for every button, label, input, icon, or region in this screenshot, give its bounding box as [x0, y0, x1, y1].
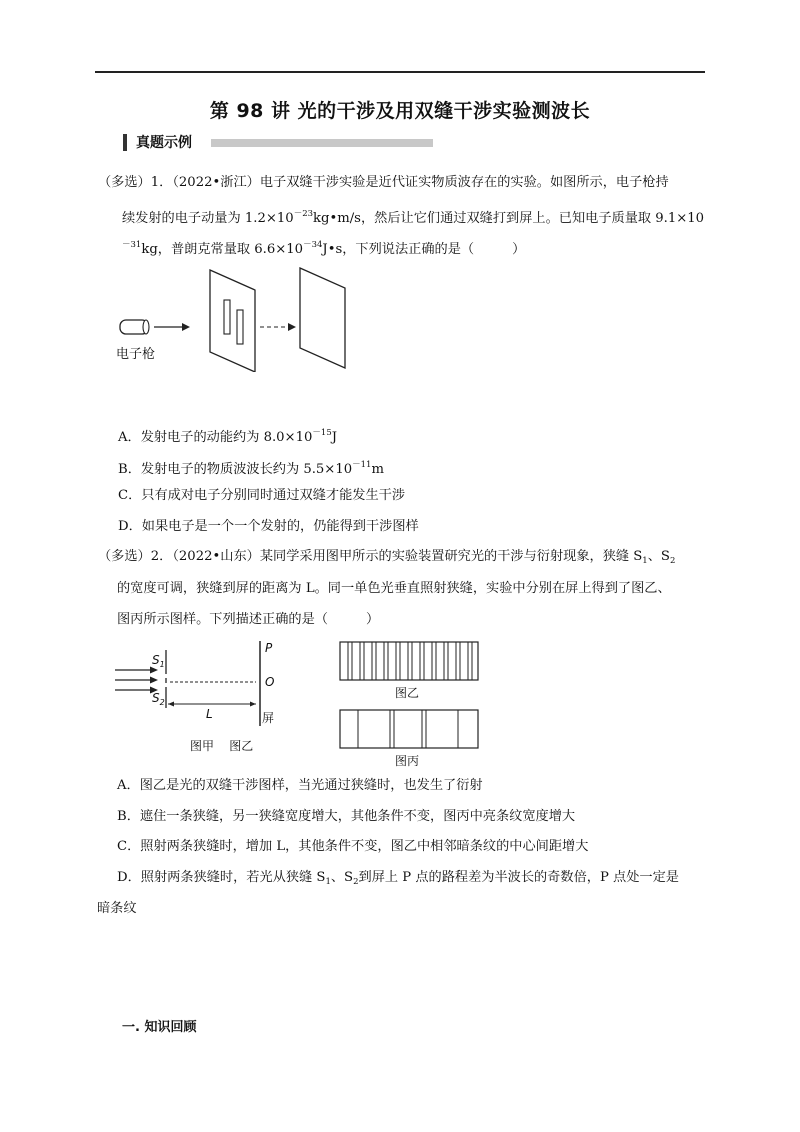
q2-text: 的宽度可调，狭缝到屏的距离为 L。同一单色光垂直照射狭缝，实验中分别在屏上得到了图乙、 [117, 581, 671, 596]
option-text: C．照射两条狭缝时，增加 L，其他条件不变，图乙中相邻暗条纹的中心间距增大 [117, 839, 589, 854]
q1-line1 [98, 174, 669, 192]
q2-option-c[interactable] [117, 838, 588, 856]
q1-text: 续发射的电子动量为 1.2×10 [122, 211, 294, 226]
screen-plate [300, 268, 345, 368]
option-text: B．发射电子的物质波波长约为 5.5×10 [118, 462, 353, 477]
label-s2: S [152, 691, 160, 705]
q1-exp: －31 [122, 240, 142, 250]
figure-label-electron-gun: 电子枪 [116, 347, 156, 362]
q1-text: kg•m/s，然后让它们通过双缝打到屏上。已知电子质量取 9.1×10 [313, 211, 705, 226]
q1-exp: －34 [303, 240, 323, 250]
q1-stem: （多选）1．（2022•浙江）电子双缝干涉实验是近代证实物质波存在的实验。如图所示，电子枪持 [98, 175, 669, 190]
label-p: P [265, 641, 273, 655]
q2-option-b[interactable] [117, 808, 575, 826]
option-text: 到屏上 P 点的路程差为半波长的奇数倍，P 点处一定是 [358, 870, 679, 885]
caption-yi: 图乙 [395, 686, 420, 700]
option-exp: －11 [352, 460, 372, 470]
page-title: 第 98 讲 光的干涉及用双缝干涉实验测波长 [209, 100, 591, 122]
q2-sub: 2 [669, 556, 676, 566]
label-s1-sub: 1 [159, 660, 165, 669]
q2-figure-yi-bing [338, 640, 483, 770]
option-sub: 1 [325, 877, 331, 887]
q2-option-d-cont [97, 900, 137, 918]
section-marker [123, 134, 127, 151]
option-text: m [371, 462, 384, 477]
top-rule [95, 71, 705, 73]
double-slit-plate [210, 270, 255, 372]
q2-line1 [98, 548, 675, 570]
label-s2-sub: 2 [159, 698, 165, 707]
q1-option-c[interactable] [118, 487, 405, 505]
option-text: 暗条纹 [97, 901, 137, 916]
q1-figure [110, 262, 350, 372]
q1-option-b[interactable] [118, 456, 384, 479]
option-text: J [331, 430, 338, 445]
label-screen: 屏 [262, 711, 275, 725]
option-text: C．只有成对电子分别同时通过双缝才能发生干涉 [118, 488, 406, 503]
q1-option-d[interactable] [118, 518, 419, 536]
q2-text: 、S [647, 549, 670, 564]
q1-line3 [122, 236, 525, 259]
q1-text: ） [512, 242, 526, 257]
q2-figure-jia [110, 636, 320, 762]
q2-sub: 1 [642, 556, 648, 566]
q2-line3 [117, 611, 379, 629]
q2-line2 [117, 580, 671, 598]
option-text: D．照射两条狭缝时，若光从狭缝 S [117, 870, 326, 885]
svg-text:S1 [152, 653, 165, 669]
svg-text:S2 [152, 691, 165, 707]
pattern-bing [340, 710, 478, 748]
q1-text: kg，普朗克常量取 6.6×10 [141, 242, 304, 257]
section-heading: 真题示例 [136, 135, 192, 151]
caption-bing: 图丙 [395, 754, 420, 768]
option-text: D．如果电子是一个一个发射的，仍能得到干涉图样 [118, 519, 419, 534]
option-text: 、S [330, 870, 354, 885]
label-s1: S [152, 653, 160, 667]
option-sub: 2 [353, 877, 359, 887]
option-text: A．发射电子的动能约为 8.0×10 [118, 430, 313, 445]
q2-text: 图丙所示图样。下列描述正确的是（ [117, 612, 328, 627]
q2-option-d[interactable] [117, 869, 679, 891]
q1-text: J•s，下列说法正确的是（ [322, 242, 475, 257]
q2-option-a[interactable] [117, 777, 483, 795]
option-text: B．遮住一条狭缝，另一狭缝宽度增大，其他条件不变，图丙中亮条纹宽度增大 [117, 809, 576, 824]
q2-text: ） [366, 612, 380, 627]
pattern-yi [340, 642, 478, 680]
label-o: O [265, 675, 275, 689]
q1-option-a[interactable] [118, 424, 337, 447]
q1-exp: －23 [293, 209, 314, 219]
q1-line2 [122, 205, 704, 228]
option-exp: －15 [312, 428, 332, 438]
knowledge-heading: 一. 知识回顾 [122, 1020, 197, 1035]
caption-jia: 图甲 图乙 [190, 739, 254, 753]
section-bar [211, 139, 433, 147]
q2-text: （多选）2．（2022•山东）某同学采用图甲所示的实验装置研究光的干涉与衍射现象，狭缝 S [98, 549, 643, 564]
option-text: A．图乙是光的双缝干涉图样，当光通过狭缝时，也发生了衍射 [117, 778, 483, 793]
label-l: L [206, 707, 213, 721]
